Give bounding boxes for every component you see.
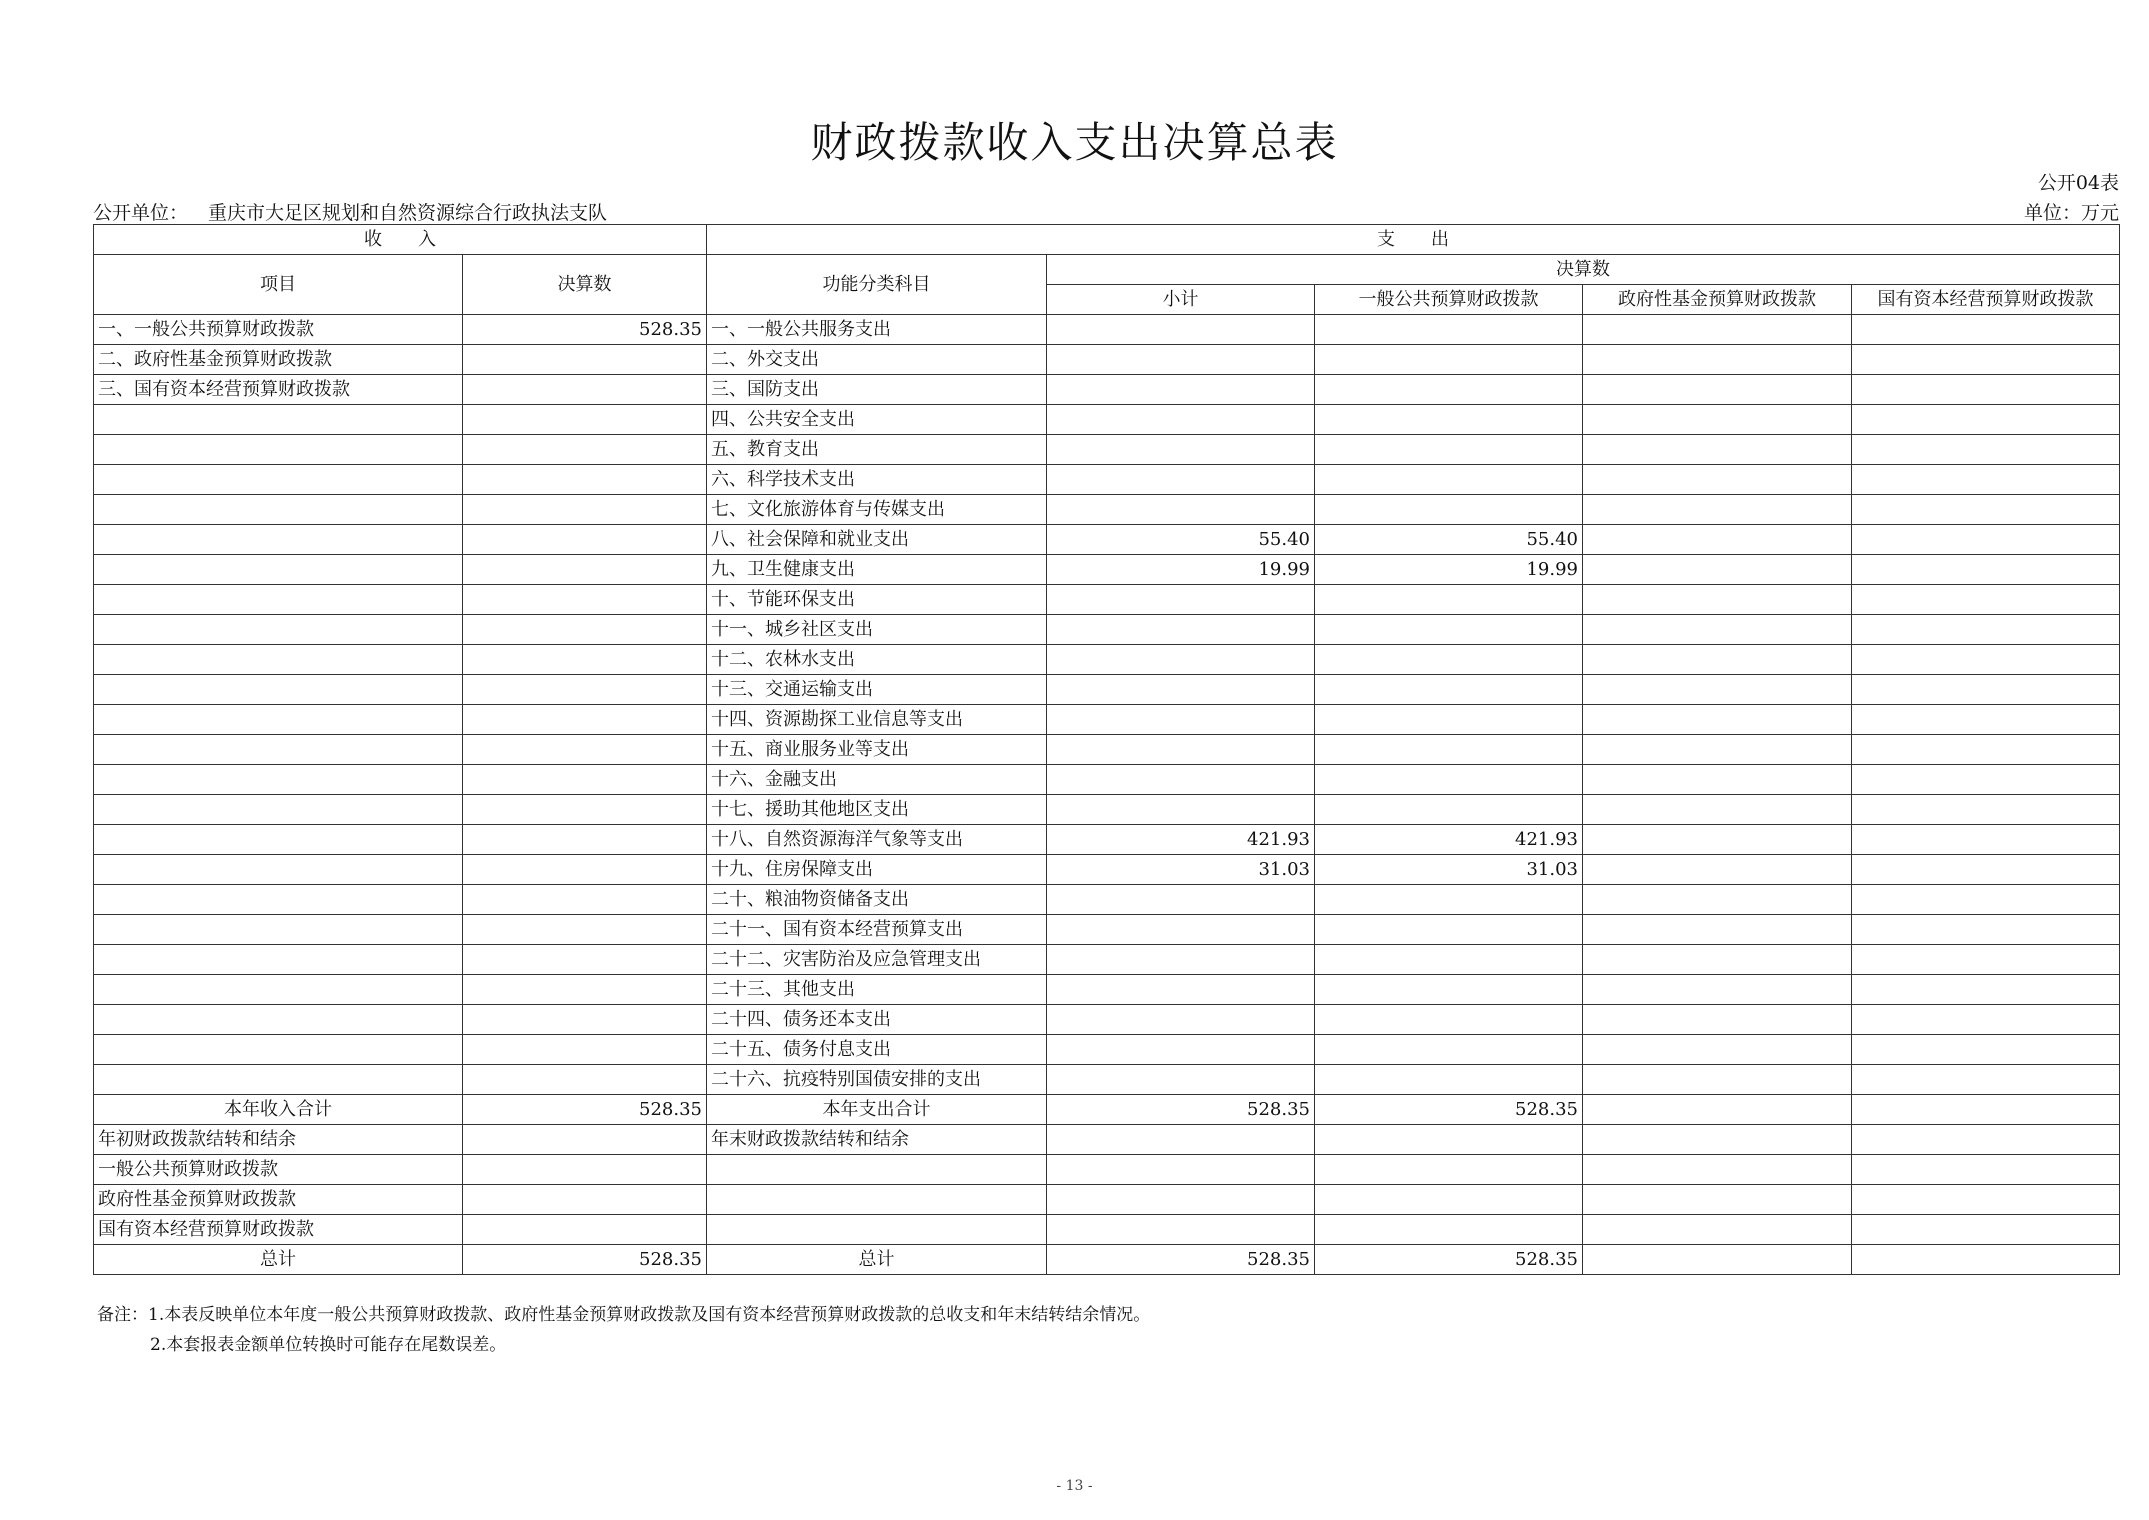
expense-capital bbox=[1852, 1035, 2120, 1065]
cell bbox=[463, 1215, 707, 1245]
expense-category: 二十三、其他支出 bbox=[707, 975, 1047, 1005]
income-item bbox=[94, 525, 463, 555]
org-label: 公开单位： bbox=[93, 202, 189, 224]
expense-general bbox=[1315, 465, 1583, 495]
page-title: 财政拨款收入支出决算总表 bbox=[810, 118, 1339, 167]
form-number: 公开04表 bbox=[2037, 172, 2119, 194]
expense-fund bbox=[1583, 615, 1852, 645]
expense-subtotal bbox=[1047, 975, 1315, 1005]
expense-general: 31.03 bbox=[1315, 855, 1583, 885]
note-1: 备注：1.本表反映单位本年度一般公共预算财政拨款、政府性基金预算财政拨款及国有资本经营预算财政拨款的总收支和年末结转结余情况。 bbox=[97, 1305, 1151, 1325]
expense-subtotal bbox=[1047, 1005, 1315, 1035]
expense-capital bbox=[1852, 645, 2120, 675]
table-row bbox=[94, 405, 2120, 435]
income-amount bbox=[463, 1005, 707, 1035]
expense-general: 55.40 bbox=[1315, 525, 1583, 555]
income-item bbox=[94, 1065, 463, 1095]
expense-capital bbox=[1852, 495, 2120, 525]
year-expense-fund bbox=[1583, 1095, 1852, 1125]
expense-category: 二十四、债务还本支出 bbox=[707, 1005, 1047, 1035]
income-item bbox=[94, 405, 463, 435]
expense-capital bbox=[1852, 975, 2120, 1005]
income-item bbox=[94, 645, 463, 675]
expense-fund bbox=[1583, 465, 1852, 495]
income-amount bbox=[463, 645, 707, 675]
header-state-capital: 国有资本经营预算财政拨款 bbox=[1852, 285, 2120, 315]
expense-capital bbox=[1852, 945, 2120, 975]
cell bbox=[1583, 1155, 1852, 1185]
income-item bbox=[94, 915, 463, 945]
cell bbox=[463, 1125, 707, 1155]
table-row bbox=[94, 525, 2120, 555]
expense-subtotal: 31.03 bbox=[1047, 855, 1315, 885]
total-expense-general: 528.35 bbox=[1315, 1245, 1583, 1275]
expense-category: 十、节能环保支出 bbox=[707, 585, 1047, 615]
expense-category: 九、卫生健康支出 bbox=[707, 555, 1047, 585]
table-row bbox=[94, 645, 2120, 675]
table-row bbox=[94, 855, 2120, 885]
income-amount bbox=[463, 1065, 707, 1095]
expense-fund bbox=[1583, 705, 1852, 735]
begin-balance-label: 年初财政拨款结转和结余 bbox=[94, 1125, 463, 1155]
income-item bbox=[94, 1005, 463, 1035]
header-settle-group: 决算数 bbox=[1047, 255, 2120, 285]
expense-general bbox=[1315, 585, 1583, 615]
expense-subtotal bbox=[1047, 765, 1315, 795]
expense-subtotal bbox=[1047, 345, 1315, 375]
table-row bbox=[94, 435, 2120, 465]
expense-capital bbox=[1852, 765, 2120, 795]
income-amount bbox=[463, 915, 707, 945]
income-amount bbox=[463, 735, 707, 765]
expense-subtotal bbox=[1047, 375, 1315, 405]
cell bbox=[1047, 1125, 1315, 1155]
expense-capital bbox=[1852, 345, 2120, 375]
income-item bbox=[94, 885, 463, 915]
cell bbox=[463, 1185, 707, 1215]
expense-subtotal bbox=[1047, 585, 1315, 615]
expense-category: 二十五、债务付息支出 bbox=[707, 1035, 1047, 1065]
expense-general bbox=[1315, 1065, 1583, 1095]
expense-capital bbox=[1852, 705, 2120, 735]
expense-capital bbox=[1852, 525, 2120, 555]
expense-fund bbox=[1583, 555, 1852, 585]
expense-category: 二十六、抗疫特别国债安排的支出 bbox=[707, 1065, 1047, 1095]
income-amount bbox=[463, 1035, 707, 1065]
cell bbox=[707, 1155, 1047, 1185]
organization bbox=[93, 198, 607, 225]
income-amount bbox=[463, 765, 707, 795]
income-item bbox=[94, 975, 463, 1005]
expense-category: 十七、援助其他地区支出 bbox=[707, 795, 1047, 825]
table-row bbox=[94, 765, 2120, 795]
expense-subtotal bbox=[1047, 675, 1315, 705]
expense-category: 七、文化旅游体育与传媒支出 bbox=[707, 495, 1047, 525]
expense-general: 19.99 bbox=[1315, 555, 1583, 585]
row-begin-item bbox=[94, 1215, 2120, 1245]
header-row-1 bbox=[94, 225, 2120, 255]
income-amount bbox=[463, 435, 707, 465]
table-row bbox=[94, 825, 2120, 855]
income-amount bbox=[463, 585, 707, 615]
expense-subtotal bbox=[1047, 315, 1315, 345]
row-grand-total bbox=[94, 1245, 2120, 1275]
expense-fund bbox=[1583, 675, 1852, 705]
expense-subtotal bbox=[1047, 1035, 1315, 1065]
expense-category: 六、科学技术支出 bbox=[707, 465, 1047, 495]
income-item bbox=[94, 465, 463, 495]
expense-category: 二十一、国有资本经营预算支出 bbox=[707, 915, 1047, 945]
income-item bbox=[94, 735, 463, 765]
expense-general bbox=[1315, 885, 1583, 915]
header-expense: 支 出 bbox=[707, 225, 2120, 255]
expense-general bbox=[1315, 615, 1583, 645]
expense-fund bbox=[1583, 915, 1852, 945]
cell bbox=[707, 1215, 1047, 1245]
income-item bbox=[94, 585, 463, 615]
table-row bbox=[94, 1005, 2120, 1035]
income-amount bbox=[463, 855, 707, 885]
income-item bbox=[94, 675, 463, 705]
expense-category: 五、教育支出 bbox=[707, 435, 1047, 465]
expense-fund bbox=[1583, 735, 1852, 765]
expense-general bbox=[1315, 435, 1583, 465]
currency-unit: 单位：万元 bbox=[2023, 202, 2119, 224]
table-row bbox=[94, 795, 2120, 825]
cell bbox=[1047, 1155, 1315, 1185]
header-income: 收 入 bbox=[94, 225, 707, 255]
income-item bbox=[94, 435, 463, 465]
header-general-budget: 一般公共预算财政拨款 bbox=[1315, 285, 1583, 315]
expense-category: 十一、城乡社区支出 bbox=[707, 615, 1047, 645]
total-income-label: 总计 bbox=[94, 1245, 463, 1275]
income-amount bbox=[463, 975, 707, 1005]
income-amount bbox=[463, 945, 707, 975]
expense-general bbox=[1315, 1035, 1583, 1065]
expense-category: 十六、金融支出 bbox=[707, 765, 1047, 795]
cell bbox=[1583, 1215, 1852, 1245]
table-row bbox=[94, 465, 2120, 495]
table-row bbox=[94, 975, 2120, 1005]
table-row bbox=[94, 375, 2120, 405]
cell bbox=[463, 1155, 707, 1185]
table-row bbox=[94, 615, 2120, 645]
income-amount bbox=[463, 375, 707, 405]
year-expense-general: 528.35 bbox=[1315, 1095, 1583, 1125]
expense-subtotal bbox=[1047, 945, 1315, 975]
expense-subtotal: 421.93 bbox=[1047, 825, 1315, 855]
notes bbox=[97, 1300, 1150, 1360]
expense-subtotal bbox=[1047, 915, 1315, 945]
cell bbox=[1852, 1155, 2120, 1185]
expense-subtotal: 19.99 bbox=[1047, 555, 1315, 585]
income-amount bbox=[463, 795, 707, 825]
income-amount bbox=[463, 615, 707, 645]
expense-fund bbox=[1583, 1065, 1852, 1095]
income-amount bbox=[463, 345, 707, 375]
income-item bbox=[94, 1035, 463, 1065]
cell bbox=[1047, 1215, 1315, 1245]
cell bbox=[1315, 1125, 1583, 1155]
expense-capital bbox=[1852, 915, 2120, 945]
table-row bbox=[94, 735, 2120, 765]
table-row bbox=[94, 915, 2120, 945]
expense-category: 十九、住房保障支出 bbox=[707, 855, 1047, 885]
header-func-class: 功能分类科目 bbox=[707, 255, 1047, 315]
expense-general bbox=[1315, 315, 1583, 345]
expense-subtotal bbox=[1047, 465, 1315, 495]
expense-fund bbox=[1583, 405, 1852, 435]
income-amount bbox=[463, 705, 707, 735]
income-item: 二、政府性基金预算财政拨款 bbox=[94, 345, 463, 375]
table-row bbox=[94, 705, 2120, 735]
expense-fund bbox=[1583, 495, 1852, 525]
expense-category: 二、外交支出 bbox=[707, 345, 1047, 375]
header-item: 项目 bbox=[94, 255, 463, 315]
expense-category: 八、社会保障和就业支出 bbox=[707, 525, 1047, 555]
cell bbox=[707, 1185, 1047, 1215]
income-amount bbox=[463, 465, 707, 495]
expense-fund bbox=[1583, 435, 1852, 465]
year-income-label: 本年收入合计 bbox=[94, 1095, 463, 1125]
income-item bbox=[94, 495, 463, 525]
expense-fund bbox=[1583, 315, 1852, 345]
table-row bbox=[94, 1035, 2120, 1065]
expense-general bbox=[1315, 705, 1583, 735]
page-number: - 13 - bbox=[1056, 1478, 1093, 1494]
header-settle-amount: 决算数 bbox=[463, 255, 707, 315]
year-expense-capital bbox=[1852, 1095, 2120, 1125]
expense-subtotal bbox=[1047, 885, 1315, 915]
settlement-table bbox=[93, 224, 2120, 1275]
year-expense-label: 本年支出合计 bbox=[707, 1095, 1047, 1125]
income-amount bbox=[463, 495, 707, 525]
expense-category: 十五、商业服务业等支出 bbox=[707, 735, 1047, 765]
table-row bbox=[94, 585, 2120, 615]
expense-general bbox=[1315, 345, 1583, 375]
header-subtotal: 小计 bbox=[1047, 285, 1315, 315]
expense-subtotal: 55.40 bbox=[1047, 525, 1315, 555]
income-item: 一、一般公共预算财政拨款 bbox=[94, 315, 463, 345]
cell bbox=[1852, 1185, 2120, 1215]
expense-general bbox=[1315, 495, 1583, 525]
expense-fund bbox=[1583, 795, 1852, 825]
row-begin-item bbox=[94, 1155, 2120, 1185]
expense-fund bbox=[1583, 345, 1852, 375]
expense-fund bbox=[1583, 945, 1852, 975]
income-amount bbox=[463, 675, 707, 705]
expense-capital bbox=[1852, 615, 2120, 645]
expense-subtotal bbox=[1047, 435, 1315, 465]
income-amount bbox=[463, 885, 707, 915]
expense-capital bbox=[1852, 855, 2120, 885]
begin-item-label: 政府性基金预算财政拨款 bbox=[94, 1185, 463, 1215]
expense-subtotal bbox=[1047, 615, 1315, 645]
total-expense-label: 总计 bbox=[707, 1245, 1047, 1275]
expense-capital bbox=[1852, 1065, 2120, 1095]
expense-category: 十二、农林水支出 bbox=[707, 645, 1047, 675]
income-item: 三、国有资本经营预算财政拨款 bbox=[94, 375, 463, 405]
income-item bbox=[94, 945, 463, 975]
expense-capital bbox=[1852, 735, 2120, 765]
total-income-amount: 528.35 bbox=[463, 1245, 707, 1275]
expense-general bbox=[1315, 945, 1583, 975]
expense-general bbox=[1315, 765, 1583, 795]
row-balance bbox=[94, 1125, 2120, 1155]
expense-category: 十八、自然资源海洋气象等支出 bbox=[707, 825, 1047, 855]
expense-fund bbox=[1583, 855, 1852, 885]
cell bbox=[1047, 1185, 1315, 1215]
cell bbox=[1852, 1125, 2120, 1155]
expense-category: 二十二、灾害防治及应急管理支出 bbox=[707, 945, 1047, 975]
expense-fund bbox=[1583, 375, 1852, 405]
expense-category: 二十、粮油物资储备支出 bbox=[707, 885, 1047, 915]
table-row bbox=[94, 1065, 2120, 1095]
expense-general bbox=[1315, 645, 1583, 675]
expense-general bbox=[1315, 915, 1583, 945]
income-item bbox=[94, 555, 463, 585]
total-expense-subtotal: 528.35 bbox=[1047, 1245, 1315, 1275]
expense-subtotal bbox=[1047, 735, 1315, 765]
expense-general bbox=[1315, 1005, 1583, 1035]
total-expense-capital bbox=[1852, 1245, 2120, 1275]
expense-subtotal bbox=[1047, 795, 1315, 825]
end-balance-label: 年末财政拨款结转和结余 bbox=[707, 1125, 1047, 1155]
unit-row bbox=[93, 198, 2119, 224]
header-row-2 bbox=[94, 255, 2120, 285]
note-2: 2.本套报表金额单位转换时可能存在尾数误差。 bbox=[150, 1335, 507, 1355]
table-row bbox=[94, 885, 2120, 915]
expense-subtotal bbox=[1047, 705, 1315, 735]
expense-category: 十四、资源勘探工业信息等支出 bbox=[707, 705, 1047, 735]
begin-item-label: 国有资本经营预算财政拨款 bbox=[94, 1215, 463, 1245]
header-gov-fund: 政府性基金预算财政拨款 bbox=[1583, 285, 1852, 315]
expense-category: 三、国防支出 bbox=[707, 375, 1047, 405]
cell bbox=[1583, 1185, 1852, 1215]
expense-fund bbox=[1583, 1035, 1852, 1065]
income-item bbox=[94, 795, 463, 825]
cell bbox=[1315, 1155, 1583, 1185]
table-row bbox=[94, 675, 2120, 705]
expense-general bbox=[1315, 975, 1583, 1005]
table-row bbox=[94, 345, 2120, 375]
expense-capital bbox=[1852, 675, 2120, 705]
cell bbox=[1852, 1215, 2120, 1245]
expense-capital bbox=[1852, 555, 2120, 585]
income-item bbox=[94, 615, 463, 645]
expense-general bbox=[1315, 375, 1583, 405]
income-amount bbox=[463, 405, 707, 435]
expense-capital bbox=[1852, 795, 2120, 825]
expense-capital bbox=[1852, 1005, 2120, 1035]
expense-fund bbox=[1583, 645, 1852, 675]
row-begin-item bbox=[94, 1185, 2120, 1215]
expense-general bbox=[1315, 675, 1583, 705]
cell bbox=[1315, 1215, 1583, 1245]
expense-general bbox=[1315, 795, 1583, 825]
income-item bbox=[94, 765, 463, 795]
expense-fund bbox=[1583, 585, 1852, 615]
table-row bbox=[94, 945, 2120, 975]
expense-category: 四、公共安全支出 bbox=[707, 405, 1047, 435]
income-item bbox=[94, 825, 463, 855]
expense-capital bbox=[1852, 375, 2120, 405]
expense-general bbox=[1315, 735, 1583, 765]
expense-subtotal bbox=[1047, 495, 1315, 525]
row-year-total bbox=[94, 1095, 2120, 1125]
expense-capital bbox=[1852, 885, 2120, 915]
expense-capital bbox=[1852, 585, 2120, 615]
table-row bbox=[94, 555, 2120, 585]
income-amount bbox=[463, 825, 707, 855]
expense-fund bbox=[1583, 1005, 1852, 1035]
expense-subtotal bbox=[1047, 645, 1315, 675]
expense-general: 421.93 bbox=[1315, 825, 1583, 855]
expense-capital bbox=[1852, 465, 2120, 495]
expense-subtotal bbox=[1047, 405, 1315, 435]
expense-capital bbox=[1852, 405, 2120, 435]
expense-fund bbox=[1583, 975, 1852, 1005]
total-expense-fund bbox=[1583, 1245, 1852, 1275]
cell bbox=[1315, 1185, 1583, 1215]
table-row bbox=[94, 495, 2120, 525]
expense-category: 十三、交通运输支出 bbox=[707, 675, 1047, 705]
expense-capital bbox=[1852, 315, 2120, 345]
income-amount bbox=[463, 525, 707, 555]
expense-subtotal bbox=[1047, 1065, 1315, 1095]
expense-fund bbox=[1583, 765, 1852, 795]
org-name: 重庆市大足区规划和自然资源综合行政执法支队 bbox=[208, 202, 608, 224]
expense-capital bbox=[1852, 435, 2120, 465]
expense-capital bbox=[1852, 825, 2120, 855]
cell bbox=[1583, 1125, 1852, 1155]
expense-category: 一、一般公共服务支出 bbox=[707, 315, 1047, 345]
expense-general bbox=[1315, 405, 1583, 435]
expense-fund bbox=[1583, 825, 1852, 855]
expense-fund bbox=[1583, 525, 1852, 555]
income-amount: 528.35 bbox=[463, 315, 707, 345]
year-expense-subtotal: 528.35 bbox=[1047, 1095, 1315, 1125]
table-row bbox=[94, 315, 2120, 345]
income-item bbox=[94, 855, 463, 885]
year-income-amount: 528.35 bbox=[463, 1095, 707, 1125]
income-item bbox=[94, 705, 463, 735]
income-amount bbox=[463, 555, 707, 585]
expense-fund bbox=[1583, 885, 1852, 915]
begin-item-label: 一般公共预算财政拨款 bbox=[94, 1155, 463, 1185]
